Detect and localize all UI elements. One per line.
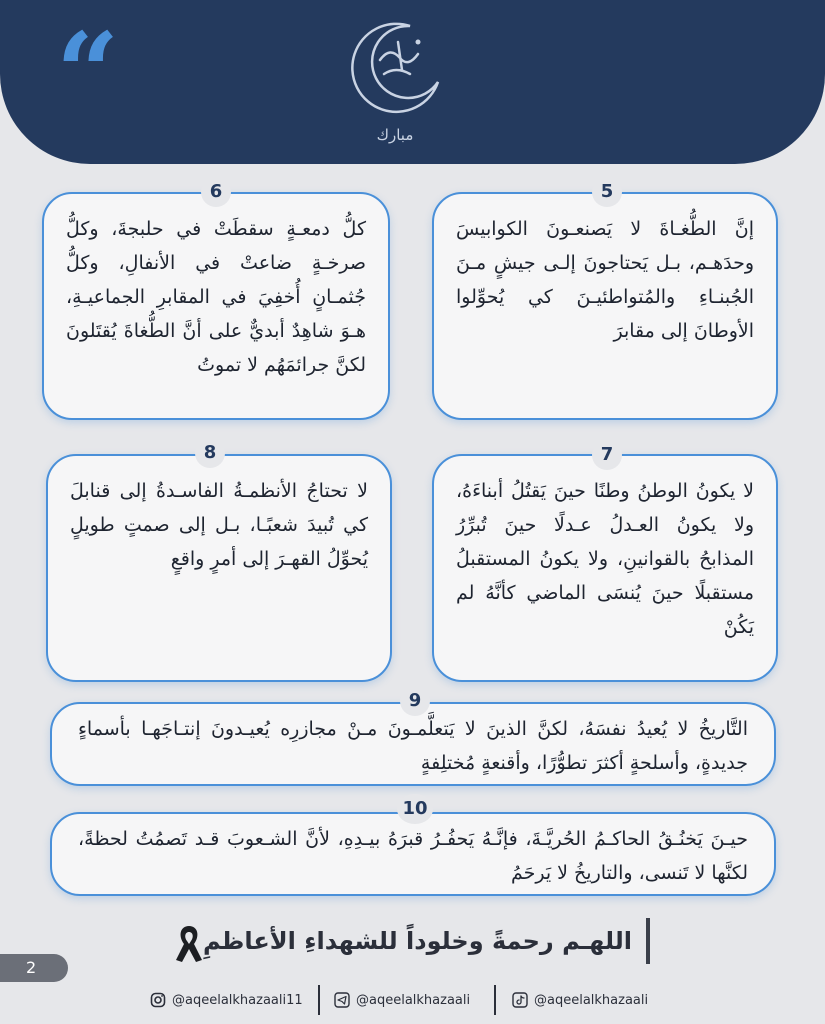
- tiktok-icon: [512, 992, 528, 1008]
- tiktok-handle-text: @aqeelalkhazaali: [534, 992, 649, 1008]
- quote-card-7: [432, 454, 778, 682]
- card-text: حيـنَ يَخنُـقُ الحاكـمُ الحُريَّـةَ، فإنَّـهُ يَحفُـرُ قبرَهُ بيـدِهِ، لأنَّ الشـعوبَ قـد تَصمُتُ لحظةً، لكنَّها لا تَنسى، والتاريخُ لا يَرحَمُ: [78, 828, 748, 884]
- footer-divider: [318, 985, 320, 1015]
- header-banner: [0, 0, 825, 164]
- ramadan-crescent-logo: [340, 12, 450, 122]
- telegram-handle[interactable]: [334, 988, 470, 1012]
- quote-card-6: [42, 192, 390, 420]
- telegram-handle-text: @aqeelalkhazaali: [356, 992, 471, 1008]
- card-text: كلُّ دمعـةٍ سقطَتْ في حلبجةَ، وكلُّ صرخـةٍ ضاعتْ في الأنفالِ، وكلُّ جُثمـانٍ أُخفِيَ في المقابرِ الجماعيـةِ، هـوَ شاهِدٌ أبديٌّ على أنَّ الطُّغاةَ يُقتَلونَ لكنَّ جرائمَهُم لا تموتُ: [66, 218, 366, 376]
- tiktok-handle[interactable]: [512, 988, 648, 1012]
- instagram-handle[interactable]: [150, 988, 303, 1012]
- telegram-icon: [334, 992, 350, 1008]
- instagram-icon: [150, 992, 166, 1008]
- quote-card-8: [46, 454, 392, 682]
- card-number-7: 7: [592, 440, 622, 470]
- card-number-10: 10: [397, 794, 433, 824]
- instagram-handle-text: @aqeelalkhazaali11: [172, 992, 303, 1008]
- card-number-9: 9: [400, 686, 430, 716]
- card-text: إنَّ الطُّغـاةَ لا يَصنعـونَ الكوابيسَ وحدَهـم، بـل يَحتاجونَ إلـى جيشٍ مـنَ الجُبنـاءِ والمُتواطئيـنَ كي يُحوِّلوا الأوطانَ إلى مقابرَ: [456, 218, 754, 342]
- card-text: لا يكونُ الوطنُ وطنًا حينَ يَقتُلُ أبناءَهُ، ولا يكونُ العـدلُ عـدلًا حينَ تُبرِّرُ المذابحُ بالقوانينِ، ولا يكونُ المستقبلُ مستقبلًا حينَ يُنسَى الماضي كأنَّهُ لم يَكُنْ: [456, 480, 754, 638]
- memorial-prayer: اللهـم رحمةً وخلوداً للشهداءِ الأعاظمِ: [190, 918, 650, 964]
- footer-divider: [494, 985, 496, 1015]
- page-number: 2: [0, 954, 68, 982]
- card-number-5: 5: [592, 177, 622, 207]
- card-text: التَّاريخُ لا يُعيدُ نفسَهُ، لكنَّ الذينَ لا يَتعلَّمـونَ مـنْ مجازرِه يُعيـدونَ إنتـاجَهـا بأسماءٍ جديدةٍ، وأسلحةٍ أكثرَ تطوُّرًا، وأقنعةٍ مُختلِفةٍ: [78, 718, 748, 774]
- card-text: لا تحتاجُ الأنظمـةُ الفاسـدةُ إلى قنابلَ كي تُبيدَ شعبًـا، بـل إلى صمتٍ طويلٍ يُحوِّلُ القهـرَ إلى أمرٍ واقعٍ: [70, 480, 368, 570]
- card-number-6: 6: [201, 177, 231, 207]
- logo-caption: مبارك: [376, 126, 414, 144]
- quote-card-5: [432, 192, 778, 420]
- quote-card-10: [50, 812, 776, 896]
- card-number-8: 8: [195, 438, 225, 468]
- quote-mark-icon: “: [56, 8, 120, 137]
